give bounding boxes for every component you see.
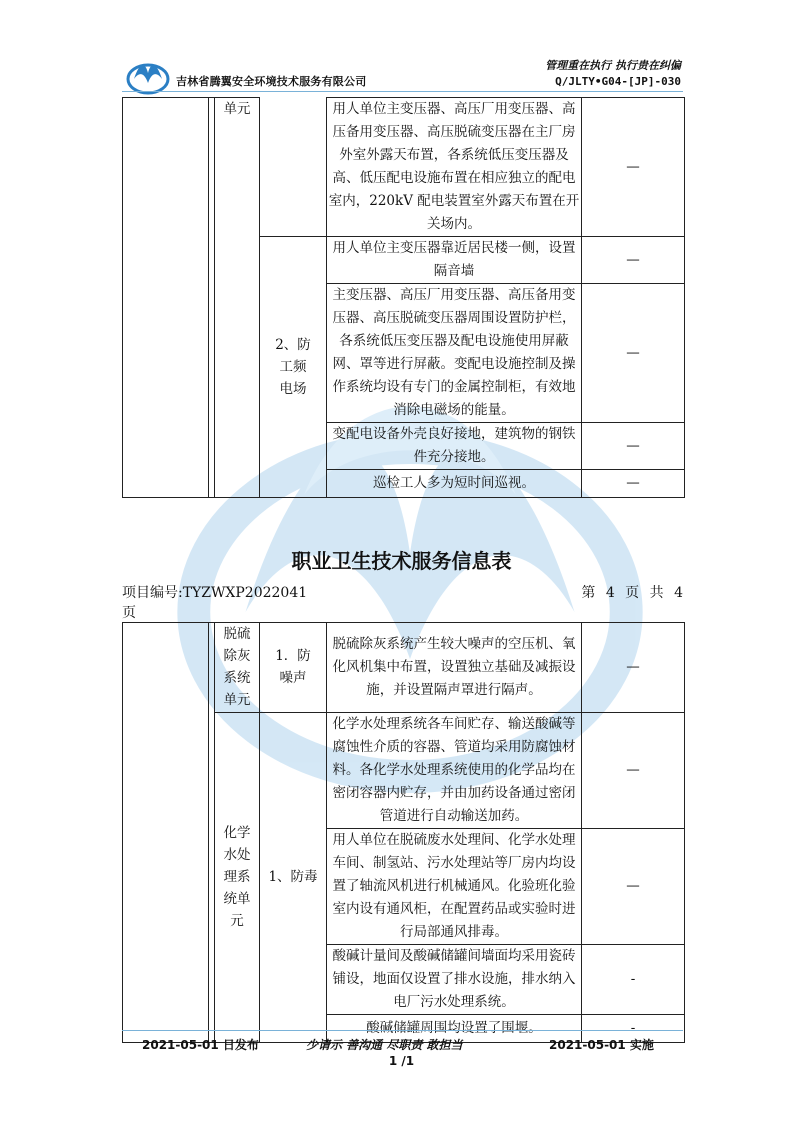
measure-label: 1．防噪声 [275,648,311,686]
unit-label: 单元 [223,101,251,117]
page-info: 第 4 页 共 4 [581,585,683,601]
measure-text: 化学水处理系统各车间贮存、输送酸碱等腐蚀性介质的容器、管道均采用防腐蚀材料。各化学水处理系统使用的化学品均在密闭容器内贮存，并由加药设备通过密闭管道进行自动输送加药。 [327,713,582,829]
measure-text: 脱硫除灰系统产生较大噪声的空压机、氧化风机集中布置，设置独立基础及减振设施，并设置隔声罩进行隔声。 [327,623,582,713]
measure-text: 变配电设备外壳良好接地，建筑物的钢铁件充分接地。 [327,423,582,470]
header-divider [122,91,683,92]
status-mark: — [582,284,685,423]
measure-text: 酸碱储罐周围均设置了围堰。 [327,1015,582,1043]
status-mark: — [582,98,685,237]
measures-table [122,622,685,1043]
status-mark: — [582,713,685,829]
unit-label: 化学水处理系统单元 [223,825,251,929]
measure-text: 用人单位主变压器靠近居民楼一侧，设置隔音墙 [327,237,582,284]
measure-cell [260,237,327,498]
measure-text: 用人单位在脱硫废水处理间、化学水处理车间、制氢站、污水处理站等厂房内均设置了轴流风机进行机械通风。化验班化验室内设有通风柜，在配置药品或实验时进行局部通风排毒。 [327,829,582,945]
release-date: 2021-05-01 日发布 [142,1038,259,1052]
footer-slogan: 少请示 善沟通 尽职责 敢担当 [306,1038,463,1052]
measure-label: 2、防工频电场 [275,336,311,397]
company-logo [126,55,170,95]
page-number: 1 /1 [388,1054,415,1068]
measure-label: 1、防毒 [268,869,318,885]
status-mark: - [582,1015,685,1043]
blank-cell [123,98,209,498]
table-row [123,623,685,713]
status-mark: — [582,237,685,284]
project-number: 项目编号:TYZWXP2022041 [122,585,308,601]
status-mark: — [582,623,685,713]
footer-divider [122,1030,683,1031]
unit-cell [215,713,260,1043]
measures-table-continued [122,97,685,498]
measure-text: 巡检工人多为短时间巡视。 [327,470,582,498]
project-number-wrap: 页 [122,605,136,621]
page-title: 职业卫生技术服务信息表 [291,549,512,573]
status-mark: — [582,470,685,498]
header-slogan: 管理重在执行 执行贵在纠偏 [545,59,681,72]
status-mark: — [582,829,685,945]
document-code: Q/JLTY•G04-[JP]-030 [555,75,681,88]
unit-cell [215,98,260,498]
measure-text: 用人单位主变压器、高压厂用变压器、高压备用变压器、高压脱硫变压器在主厂房外室外露天布置，各系统低压变压器及高、低压配电设施布置在相应独立的配电室内，220kV 配电装置室外露天布置在开关场内。 [327,98,582,237]
measure-text: 主变压器、高压厂用变压器、高压备用变压器、高压脱硫变压器周围设置防护栏，各系统低压变压器及配电设施使用屏蔽网、罩等进行屏蔽。变配电设施控制及操作系统均设有专门的金属控制柜，有效地消除电磁场的能量。 [327,284,582,423]
unit-cell [215,623,260,713]
measure-cell [260,623,327,713]
company-name: 吉林省腾翼安全环境技术服务有限公司 [176,75,367,88]
unit-label: 脱硫除灰系统单元 [223,626,251,708]
measure-cell [260,713,327,1043]
blank-cell [123,623,209,1043]
measure-text: 酸碱计量间及酸碱储罐间墙面均采用瓷砖铺设，地面仅设置了排水设施，排水纳入电厂污水处理系统。 [327,945,582,1015]
measure-cell-blank [260,98,327,237]
table-row [123,98,685,237]
status-mark: — [582,423,685,470]
status-mark: - [582,945,685,1015]
implement-date: 2021-05-01 实施 [549,1038,654,1052]
